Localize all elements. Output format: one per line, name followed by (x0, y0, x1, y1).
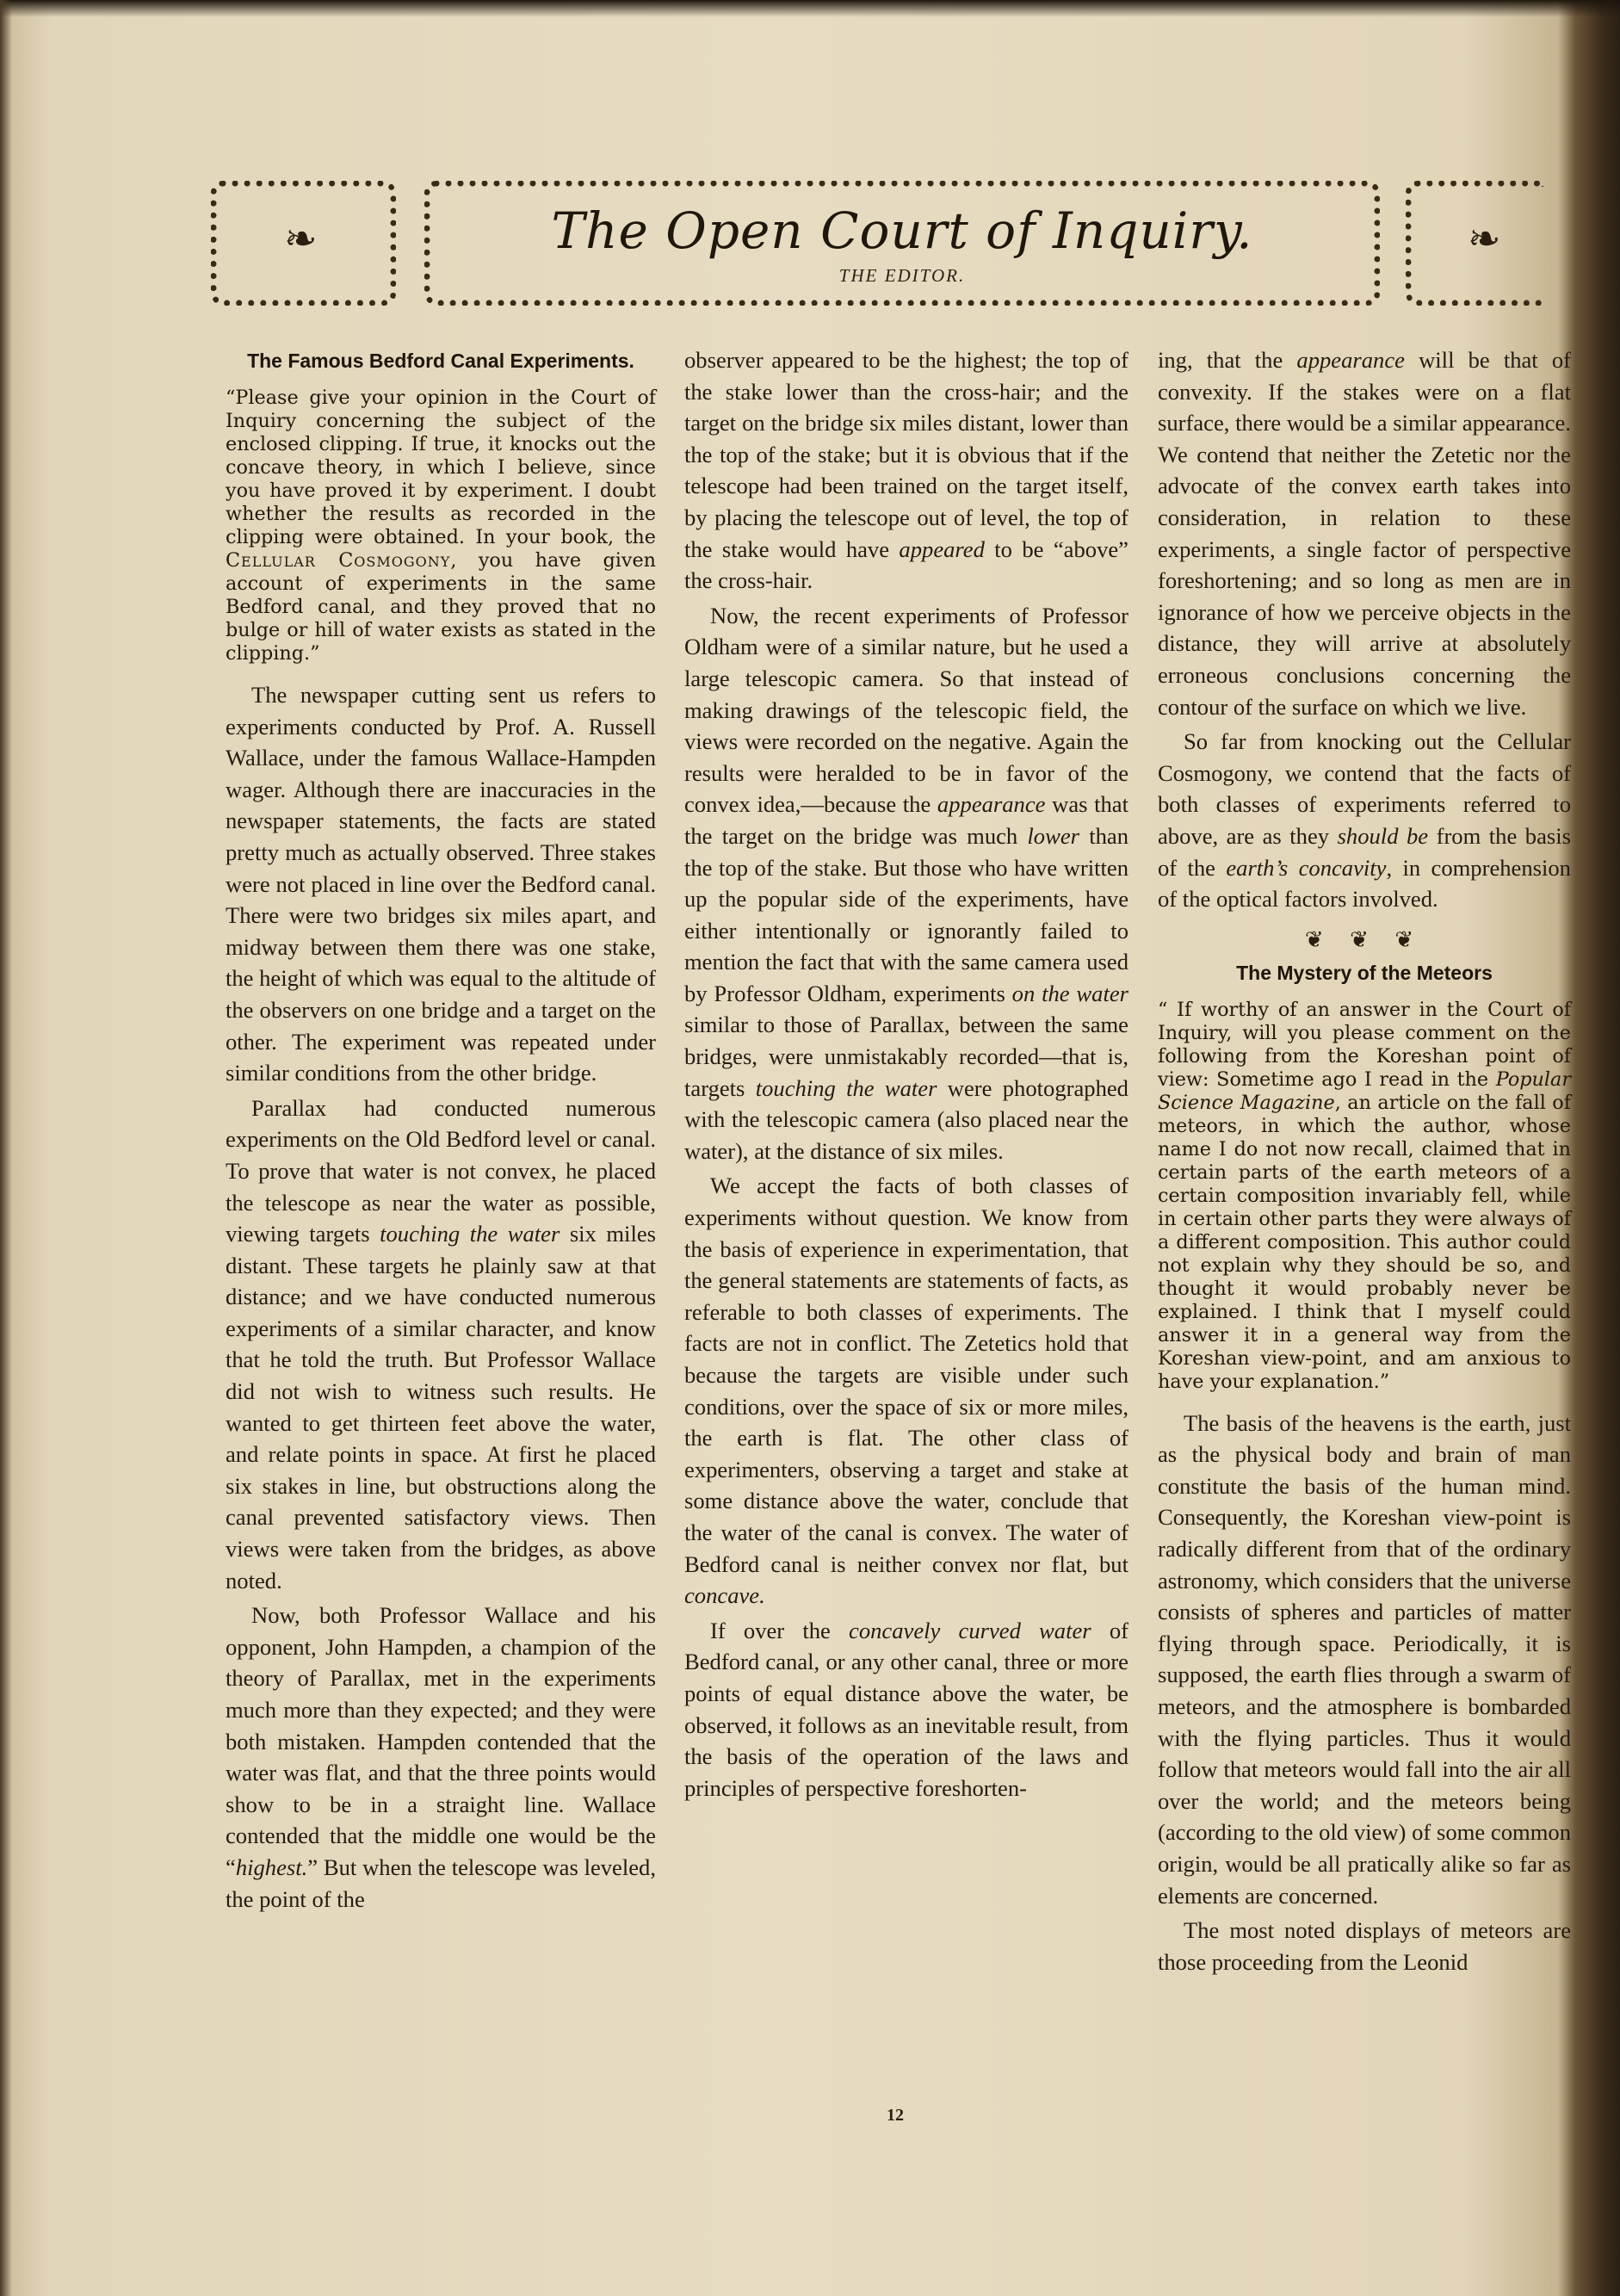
quote-text: , you have given account of experiments in the same Bedford canal, and they proved that no bulge or hill of water exists as stated in the clipping.” (226, 549, 656, 665)
column-3 (1158, 344, 1571, 1981)
paragraph: The basis of the heavens is the earth, just as the physical body and brain of man constitute the basis of the human mind. Consequently, the Koreshan view-point is radically different from that of the ordinary astronomy, which considers that the universe consists of spheres and particles of matter flying through space. Periodically, it is supposed, the earth flies through a swarm of meteors, and the atmosphere is bombarded with the flying particles. Thus it would follow that meteors would fall into the air all over the world; and the meteors being (according to the old view) of some common origin, would be all pratically alike so far as elements are concerned. (1158, 1409, 1571, 1909)
text: observer appeared to be the highest; the top of the stake lower than the cross-hair; and the target on the bridge six miles distant, lower than the top of the stake; but it is obvious that if the telescope had been trained on the target itself, by placing the telescope out of level, the top of the stake would have (684, 347, 1128, 562)
text: ing, that the (1158, 347, 1297, 373)
paragraph (684, 600, 1128, 1167)
paragraph: The newspaper cutting sent us refers to experiments conducted by Prof. A. Russell Wallace, under the famous Wallace-Hampden wager. Although there are inaccuracies in the newspaper statements, the facts are stated pretty much as actually observed. Three stakes were not placed in line over the Bedford canal. There were two bridges six miles apart, and midway between them there was one stake, the height of which was equal to the altitude of the observers on one bridge and a target on the other. The experiment was repeated under similar conditions from the other bridge. (226, 682, 656, 1086)
emphasis: concavely curved water (849, 1617, 1091, 1643)
text: six miles distant. These targets he plainly saw at that distance; and we have conducted numerous experiments of a similar character, and know that he told the truth. But Professor Wallace did not wish to witness such results. He wanted to get thirteen feet above the water, and relate points in space. At first he placed six stakes in line, but obstructions along the canal prevented satisfactory views. Then views were taken from the bridges, as above noted. (226, 1221, 656, 1594)
section-divider-icon: ❦ ❦ ❦ (1304, 926, 1425, 952)
scan-shadow-top (0, 0, 1620, 17)
column-2 (684, 344, 1128, 1807)
paragraph (1158, 726, 1571, 915)
article-heading: The Mystery of the Meteors (1236, 961, 1493, 984)
reader-question (1158, 999, 1571, 1394)
scan-shadow-left (0, 0, 12, 2296)
paragraph: The most noted displays of meteors are those proceeding from the Leonid (1158, 1917, 1571, 1975)
emphasis: earth’s concavity (1226, 854, 1387, 881)
text: Parallax had conducted numerous experiments on the Old Bedford level or canal. To prove that water is not convex, he placed the telescope as near the water as possible, viewing targets (226, 1094, 656, 1247)
emphasis: appearance (1296, 347, 1405, 373)
fleuron-icon: ❧ (1468, 215, 1501, 262)
paragraph (226, 1600, 656, 1915)
emphasis: concave. (684, 1582, 765, 1609)
quote-text: “ If worthy of an answer in the Court of Inquiry, will you please comment on the following from the Koreshan point of view: Sometime ago I read in the (1158, 998, 1571, 1091)
magazine-title: Popular Science Magazine (1158, 1068, 1571, 1114)
text: to be “above” the cross-hair. (684, 535, 1128, 594)
article-heading: The Famous Bedford Canal Experiments. (247, 350, 634, 372)
paragraph (684, 1170, 1128, 1611)
header-banner (211, 181, 1543, 306)
text: , in comprehension of the optical factors involved. (1158, 854, 1571, 913)
emphasis: appeared (899, 535, 985, 562)
reader-question (226, 387, 656, 665)
emphasis: touching the water (380, 1221, 560, 1247)
column-1 (226, 344, 656, 1918)
text: Now, both Professor Wallace and his opponent, John Hampden, a champion of the theory of Parallax, met in the experiments much more than they expected; and they were both mistaken. Hampden contended that the water was flat, and that the three points would show to be in a straight line. Wallace contended that the middle one would be the “ (226, 1602, 656, 1880)
paragraph-continued (1158, 344, 1571, 722)
text: than the top of the stake. But those who have written up the popular side of the experiments, have either intentionally or ignorantly failed to mention the fact that with the same camera used by Professor Oldham, experiments (684, 822, 1128, 1006)
emphasis: touching the water (755, 1074, 937, 1101)
quote-text: “Please give your opinion in the Court of Inquiry concerning the subject of the enclosed clipping. If true, it knocks out the concave theory, in which I believe, since you have proved it by experiment. I doubt whether the results as recorded in the clipping were obtained. In your book, the (226, 387, 656, 548)
book-title: Cellular Cosmogony (226, 549, 451, 572)
section-title: The Open Court of Inquiry. (551, 201, 1253, 260)
fleuron-icon: ❧ (284, 215, 318, 262)
section-author: THE EDITOR. (838, 265, 966, 286)
text: If over the (710, 1617, 850, 1643)
paragraph-continued (684, 344, 1128, 597)
text: were photographed with the telescopic camera (also placed near the water), at the distance of six miles. (684, 1074, 1128, 1164)
text: Now, the recent experiments of Professor Oldham were of a similar nature, but he used a large telescopic camera. So that instead of making drawings of the telescopic field, the views were recorded on the negative. Again the results were heralded to be in favor of the convex idea,—because the (684, 602, 1128, 818)
text: We accept the facts of both classes of experiments without question. We know from the basis of experience in experimentation, that the general statements are statements of facts, as referable to both classes of experiments. The facts are not in conflict. The Zetetics hold that because the targets are visible under such conditions, over the space of six or more miles, the earth is flat. The other class of experimenters, observing a target and stake at some distance above the water, conclude that the water of the canal is convex. The water of Bedford canal is neither convex nor flat, but (684, 1173, 1128, 1577)
text: will be that of convexity. If the stakes were on a flat surface, there would be a similar appearance. We contend that neither the Zetetic nor the advocate of the convex earth takes into consideration, in relation to these experiments, a single factor of perspective foreshortening; and so long as men are in ignorance of how we perceive objects in the distance, they will arrive at absolutely erroneous conclusions concerning the contour of the surface on which we live. (1158, 347, 1571, 720)
text: So far from knocking out the Cellular Cosmogony, we contend that the facts of both classes of experiments referred to above, are as they (1158, 728, 1571, 849)
page-number: 12 (887, 2106, 904, 2125)
emphasis: on the water (1011, 980, 1128, 1006)
emphasis: highest. (235, 1854, 308, 1880)
paragraph (226, 1092, 656, 1597)
emphasis: appearance (937, 791, 1046, 818)
text: was that the target on the bridge was much (684, 791, 1128, 849)
text: from the basis of the (1158, 822, 1571, 881)
text: of Bedford canal, or any other canal, three or more points of equal distance above the water, be observed, it follows as an inevitable result, from the basis of the operation of the laws and principles of perspective foreshorten- (684, 1617, 1128, 1801)
emphasis: lower (1027, 822, 1079, 849)
emphasis: should be (1337, 822, 1429, 849)
paragraph (684, 1615, 1128, 1804)
text: ” But when the telescope was leveled, the point of the (226, 1854, 656, 1912)
text: similar to those of Parallax, between the same bridges, were unmistakably recorded—that is, targets (684, 1012, 1128, 1101)
quote-text: , an article on the fall of meteors, in which the author, whose name I do not now recall, claimed that in certain parts of the earth meteors of a certain composition invariably fell, while in certain other parts they were always of a different composition. This author could not explain why they should be so, and thought it would probably never be explained. I think that I myself could answer it in a general way from the Koreshan view-point, and am anxious to have your explanation.” (1158, 1091, 1571, 1393)
